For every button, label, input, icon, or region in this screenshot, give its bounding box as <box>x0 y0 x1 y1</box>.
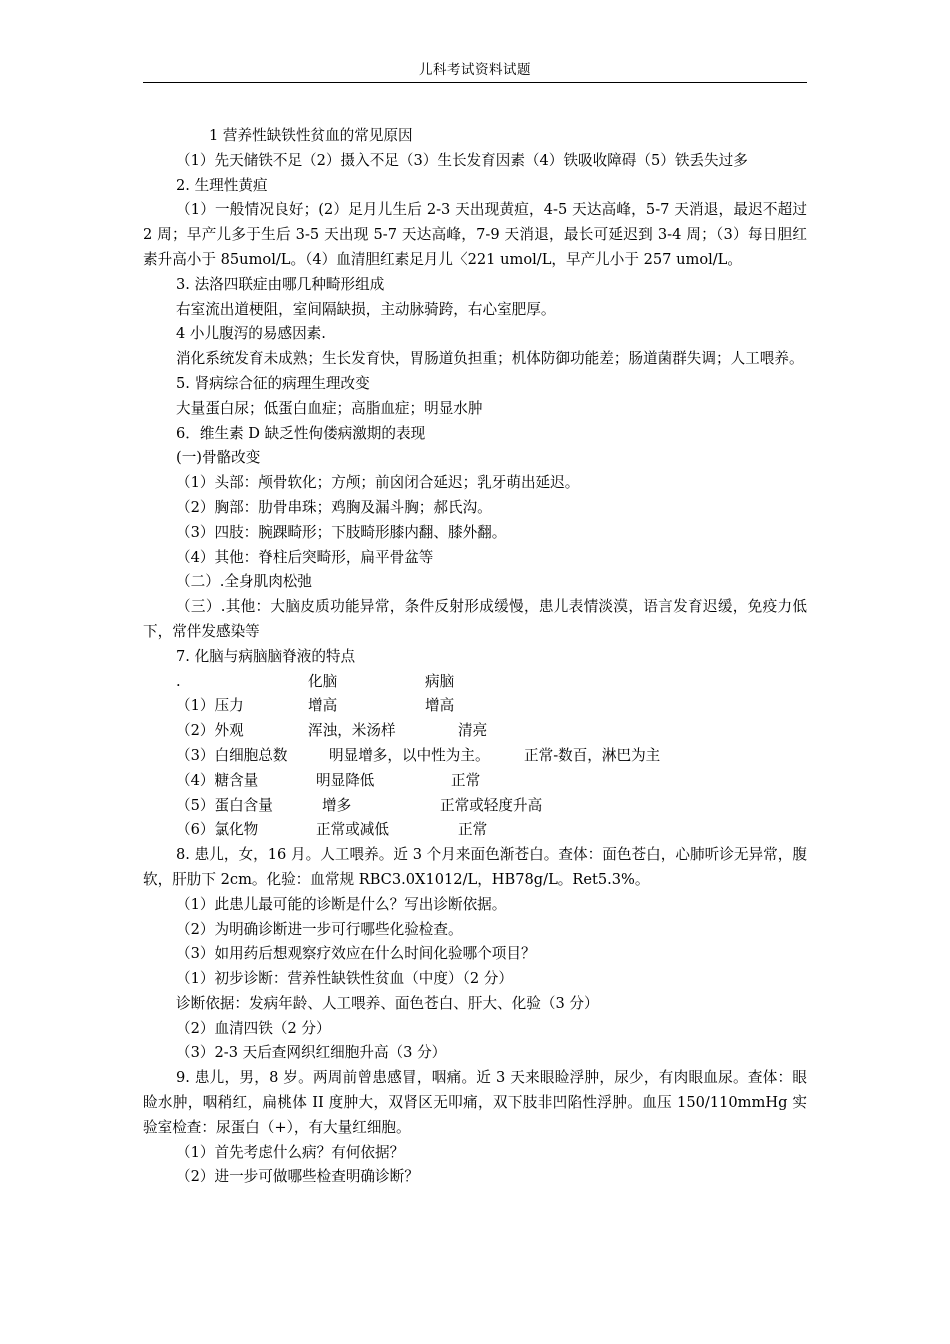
table-cell: （5）蛋白含量 <box>176 796 273 814</box>
question-6-section-1: (一)骨骼改变 <box>176 449 261 467</box>
table-cell: 增高 <box>308 697 338 715</box>
question-5-answer: 大量蛋白尿；低蛋白血症；高脂血症；明显水肿 <box>176 399 483 417</box>
table-row <box>143 744 807 769</box>
question-4-title: 4 小儿腹泻的易感因素. <box>176 325 326 343</box>
table-row <box>143 694 807 719</box>
case-9-question-1: （1）首先考虑什么病？有何依据？ <box>176 1143 405 1161</box>
table-header-cell: 病脑 <box>425 672 455 690</box>
document-body <box>143 124 807 1190</box>
question-3-answer: 右室流出道梗阻，室间隔缺损，主动脉骑跨，右心室肥厚。 <box>176 300 556 318</box>
table-header-row <box>143 670 807 695</box>
question-6-item-4: （4）其他：脊柱后突畸形，扁平骨盆等 <box>176 548 434 566</box>
question-2-title: 2. 生理性黄疸 <box>176 176 268 194</box>
table-cell: 明显增多，以中性为主。 <box>329 746 490 764</box>
table-cell: 清亮 <box>458 722 488 740</box>
table-cell: 正常或减低 <box>316 821 389 839</box>
question-5-title: 5. 肾病综合征的病理生理改变 <box>176 374 370 392</box>
question-3-title: 3. 法洛四联症由哪几种畸形组成 <box>176 275 385 293</box>
page-header: 儿科考试资料试题 <box>419 62 531 78</box>
table-cell: 正常-数百，淋巴为主 <box>524 746 661 764</box>
case-9-description: 9. 患儿，男，8 岁。两周前曾患感冒，咽痛。近 3 天来眼睑浮肿，尿少，有肉眼血尿。查体：眼睑水肿，咽稍红，扁桃体 II 度肿大，双肾区无叩痛，双下肢非凹陷性浮肿。血压 150/110mmHg 实验室检查：尿蛋白（+），有大量红细胞。 <box>143 1069 807 1136</box>
table-header-cell: . <box>176 672 181 690</box>
table-row <box>143 818 807 843</box>
table-cell: （4）糖含量 <box>176 771 259 789</box>
case-8-question-3: （3）如用药后想观察疗效应在什么时间化验哪个项目？ <box>176 945 536 963</box>
question-6-section-2: （二）.全身肌肉松弛 <box>176 573 312 591</box>
case-8-diagnosis-basis: 诊断依据：发病年龄、人工喂养、面色苍白、肝大、化验（3 分） <box>176 994 599 1012</box>
case-8-question-1: （1）此患儿最可能的诊断是什么？写出诊断依据。 <box>176 895 507 913</box>
question-4-answer: 消化系统发育未成熟；生长发育快，胃肠道负担重；机体防御功能差；肠道菌群失调；人工喂养。 <box>176 350 804 368</box>
table-row <box>143 719 807 744</box>
csf-comparison-table <box>143 670 807 844</box>
case-8-question-2: （2）为明确诊断进一步可行哪些化验检查。 <box>176 920 463 938</box>
question-2-answer: （1）一般情况良好；(2）足月儿生后 2-3 天出现黄疸，4-5 天达高峰，5-7 天消退，最迟不超过 2 周；早产儿多于生后 3-5 天出现 5-7 天达高峰，7-9 天消退，最长可延迟到 3-4 周；（3）每日胆红素升高小于 85umol/L。（4）血清胆红素足月儿〈221 umol/L，早产儿小于 257 umol/L。 <box>143 201 807 268</box>
table-row <box>143 794 807 819</box>
header-divider <box>143 82 807 83</box>
table-cell: 浑浊，米汤样 <box>308 722 396 740</box>
case-9-question-2: （2）进一步可做哪些检查明确诊断？ <box>176 1168 419 1186</box>
question-6-item-2: （2）胸部：肋骨串珠；鸡胸及漏斗胸；郝氏沟。 <box>176 498 492 516</box>
table-cell: （6）氯化物 <box>176 821 259 839</box>
question-6-item-1: （1）头部：颅骨软化；方颅；前囟闭合延迟；乳牙萌出延迟。 <box>176 474 580 492</box>
table-cell: 明显降低 <box>316 771 375 789</box>
case-8-answer-1: （1）初步诊断：营养性缺铁性贫血（中度）（2 分） <box>176 970 513 988</box>
case-8-answer-3: （3）2-3 天后查网织红细胞升高（3 分） <box>176 1044 447 1062</box>
case-8-answer-2: （2）血清四铁（2 分） <box>176 1019 331 1037</box>
question-6-title: 6．维生素 D 缺乏性佝偻病激期的表现 <box>176 424 426 442</box>
table-cell: （3）白细胞总数 <box>176 746 288 764</box>
question-1-answer: （1）先天储铁不足（2）摄入不足（3）生长发育因素（4）铁吸收障碍（5）铁丢失过多 <box>176 151 748 169</box>
table-cell: 正常或轻度升高 <box>440 796 543 814</box>
table-cell: （2）外观 <box>176 722 244 740</box>
table-cell: 正常 <box>451 771 481 789</box>
question-1-title: 1 营养性缺铁性贫血的常见原因 <box>209 127 413 144</box>
question-7-title: 7. 化脑与病脑脑脊液的特点 <box>176 647 356 665</box>
table-cell: （1）压力 <box>176 697 244 715</box>
case-8-description: 8. 患儿，女，16 月。人工喂养。近 3 个月来面色渐苍白。查体：面色苍白，心肺听诊无异常，腹软，肝肋下 2cm。化验：血常规 RBC3.0X1012/L，HB78g/L。Ret5.3%。 <box>143 846 807 888</box>
question-6-section-3: （三）.其他：大脑皮质功能异常，条件反射形成缓慢，患儿表情淡漠，语言发育迟缓，免疫力低下，常伴发感染等 <box>143 598 807 640</box>
table-cell: 正常 <box>458 821 488 839</box>
question-6-item-3: （3）四肢：腕踝畸形；下肢畸形膝内翻、膝外翻。 <box>176 523 507 541</box>
table-header-cell: 化脑 <box>308 672 338 690</box>
table-cell: 增高 <box>425 697 455 715</box>
table-row <box>143 769 807 794</box>
table-cell: 增多 <box>322 796 352 814</box>
